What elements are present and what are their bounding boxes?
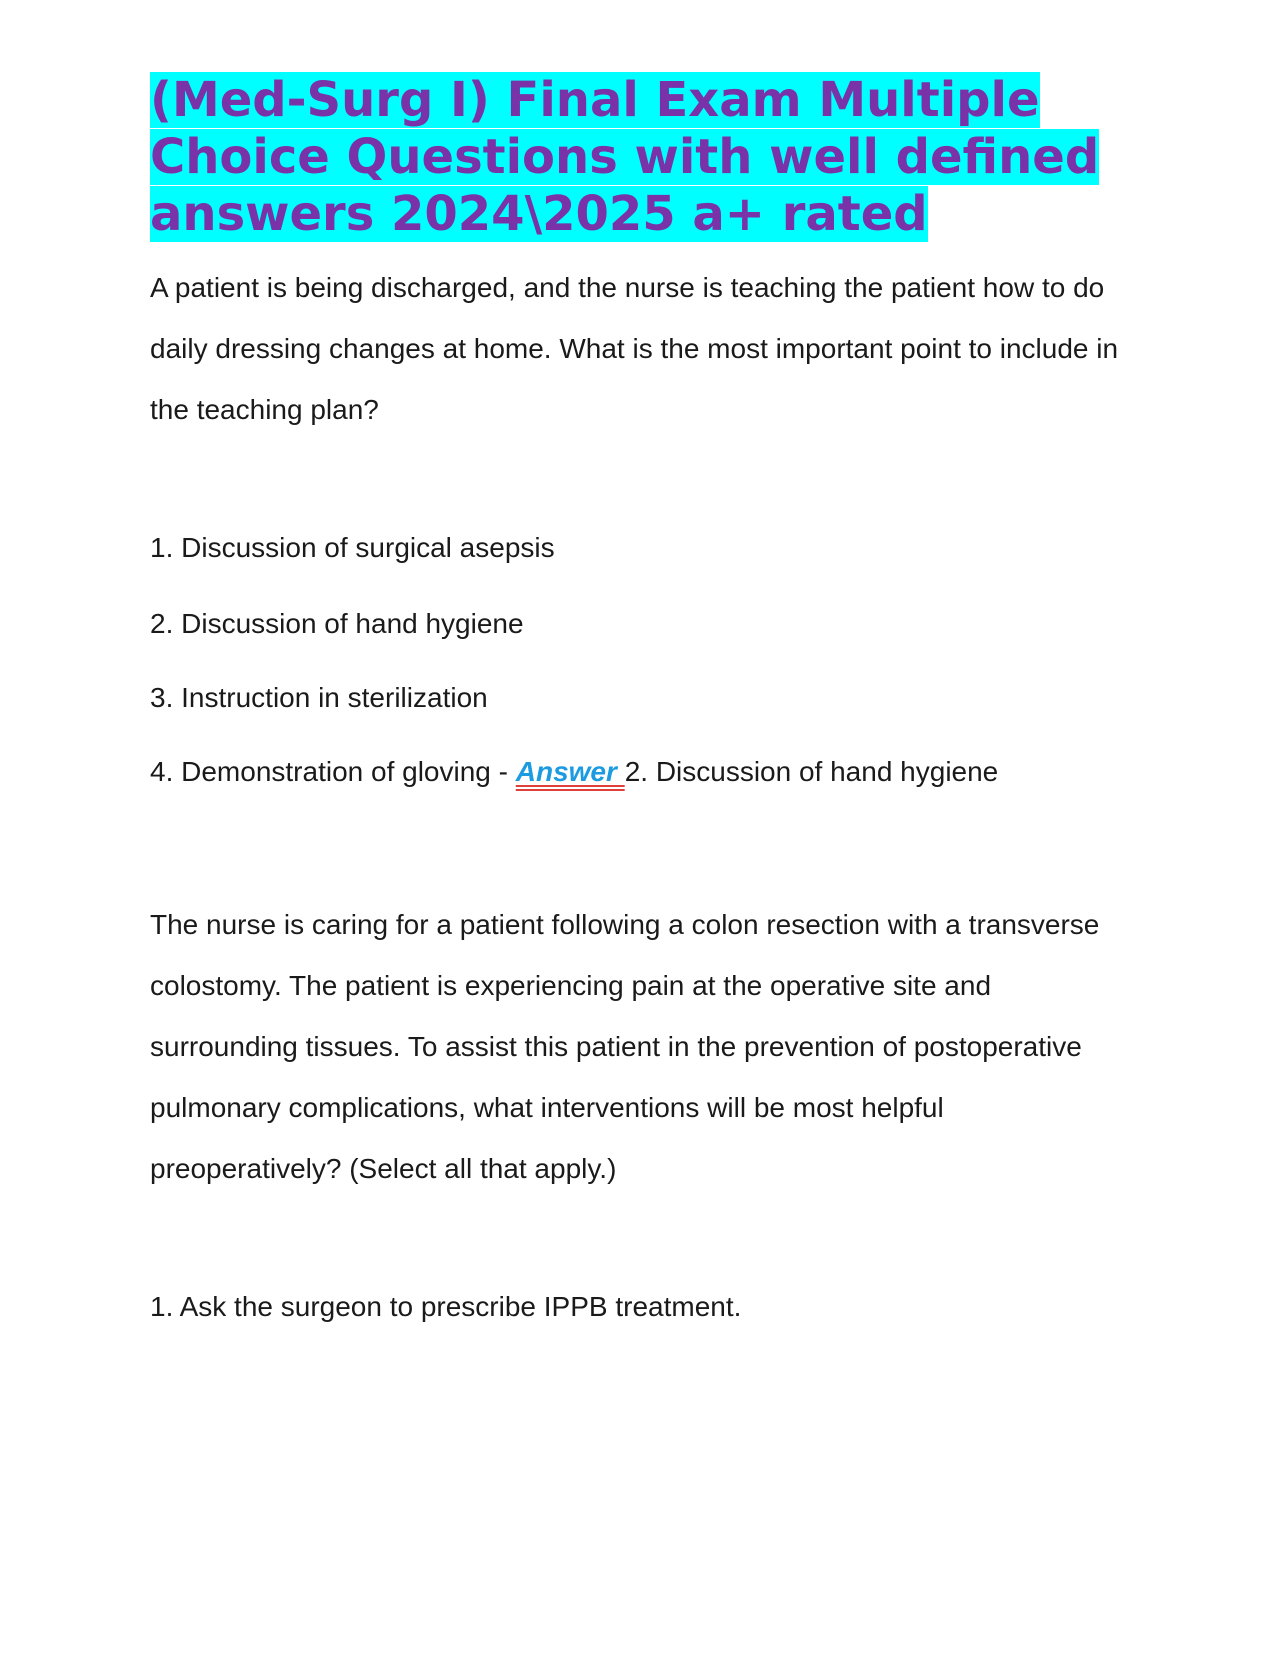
answer-text: 2. Discussion of hand hygiene bbox=[624, 756, 999, 787]
spacer bbox=[150, 1199, 1140, 1287]
question-1-option-4-with-answer bbox=[150, 752, 1140, 792]
question-2-text: The nurse is caring for a patient following a colon resection with a transverse colostomy. The patient is experiencing pain at the operative site and surrounding tissues. To assist this patient in the prevention of postoperative pulmonary complications, what interventions will be most helpful preoperatively? (Select all that apply.) bbox=[150, 909, 1100, 1184]
question-1-option-1: 1. Discussion of surgical asepsis bbox=[150, 532, 555, 563]
question-1-text: A patient is being discharged, and the nurse is teaching the patient how to do daily dressing changes at home. What is the most important point to include in the teaching plan? bbox=[150, 272, 1119, 425]
document-title-text: (Med-Surg I) Final Exam Multiple Choice Questions with well defined answers 2024\2025 a+ rated bbox=[150, 72, 1100, 242]
question-1-option-4: 4. Demonstration of gloving - bbox=[150, 756, 516, 787]
spacer bbox=[150, 440, 1140, 528]
document-content bbox=[150, 72, 1140, 1327]
question-1-option-3: 3. Instruction in sterilization bbox=[150, 682, 488, 713]
question-2-option-1: 1. Ask the surgeon to prescribe IPPB treatment. bbox=[150, 1291, 742, 1322]
answer-label: Answer bbox=[515, 756, 625, 787]
spacer bbox=[150, 792, 1140, 894]
document-title bbox=[150, 72, 1100, 243]
question-1-option-2: 2. Discussion of hand hygiene bbox=[150, 608, 524, 639]
